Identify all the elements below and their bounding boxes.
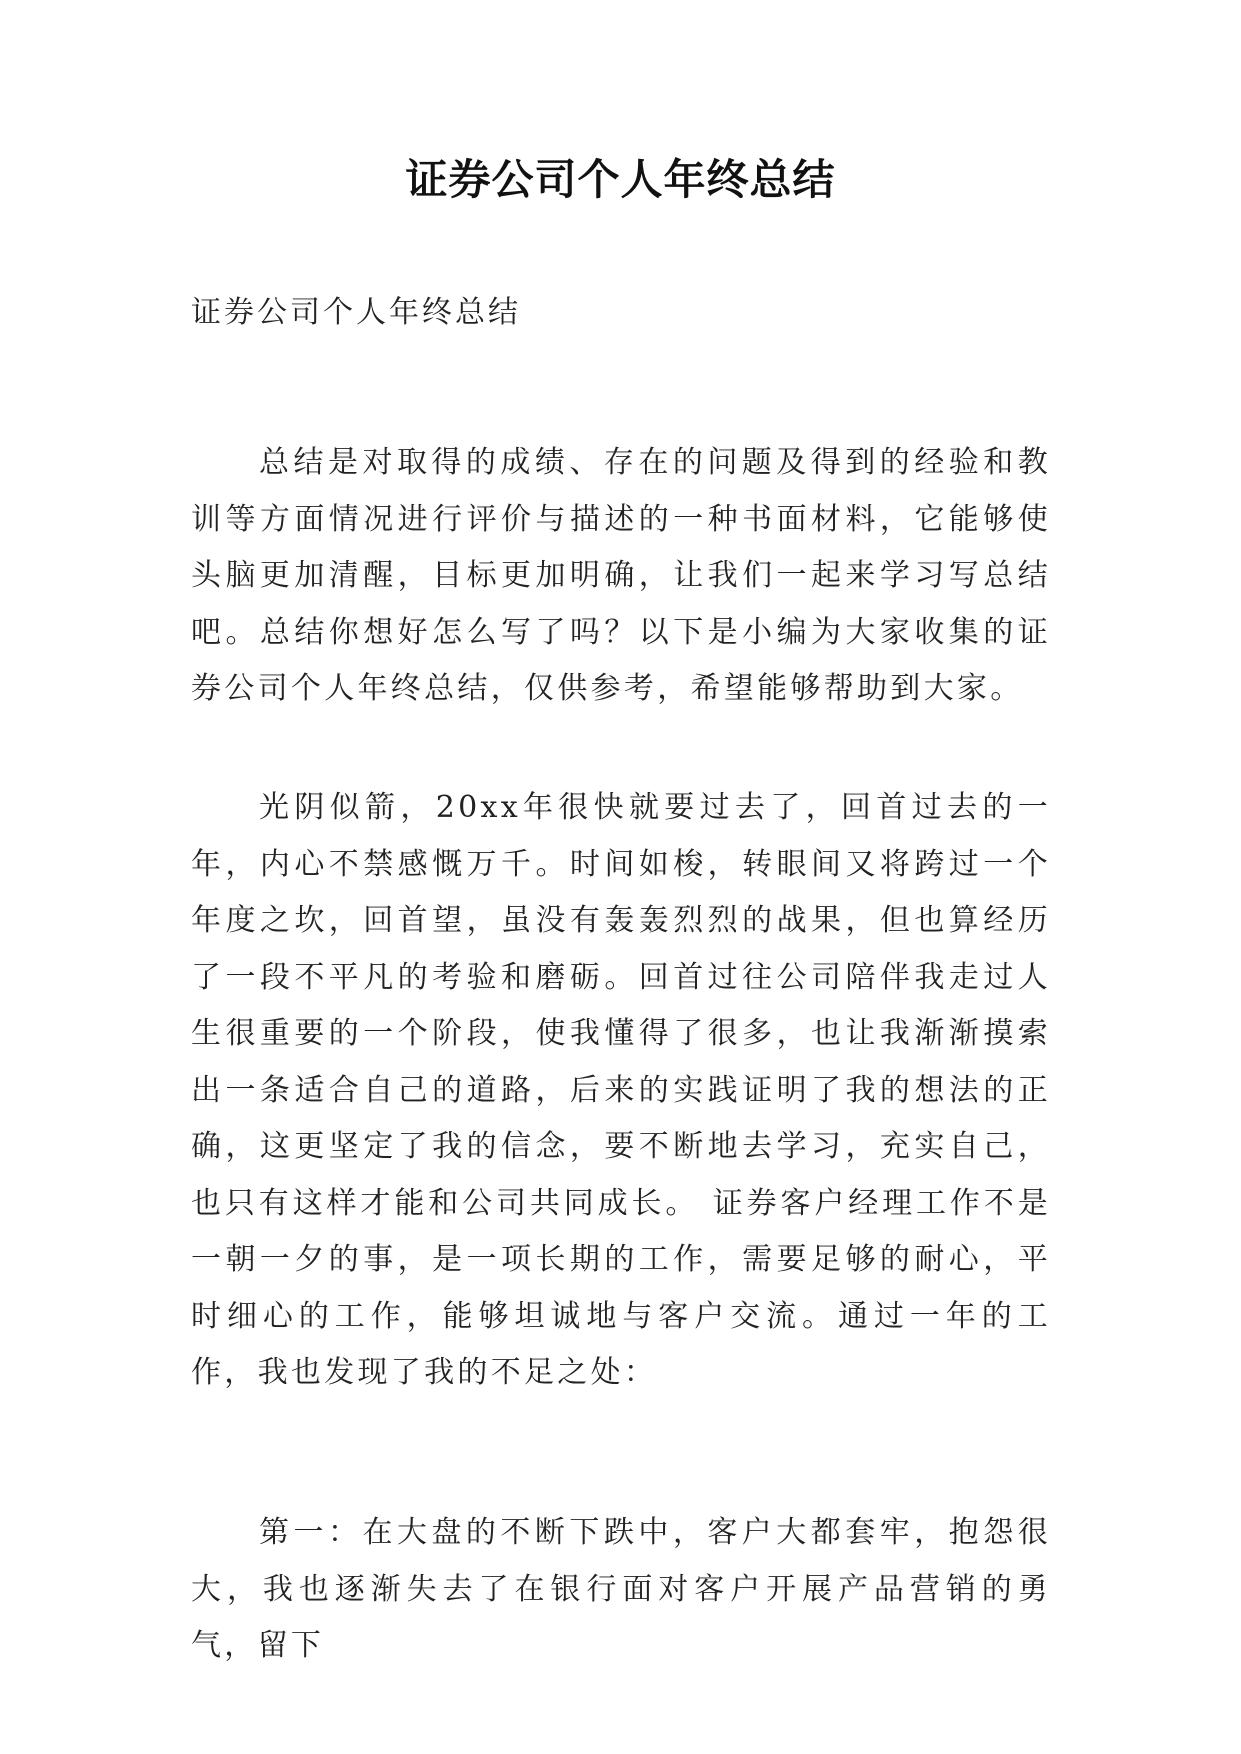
paragraph-intro: 总结是对取得的成绩、存在的问题及得到的经验和教训等方面情况进行评价与描述的一种书面材料，它能够使头脑更加清醒，目标更加明确，让我们一起来学习写总结吧。总结你想好怎么写了吗？以下是小编为大家收集的证券公司个人年终总结，仅供参考，希望能够帮助到大家。 (191, 445, 1051, 706)
document-title: 证券公司个人年终总结 (405, 155, 836, 204)
document-subtitle: 证券公司个人年终总结 (191, 295, 521, 330)
paragraph-first-point: 第一：在大盘的不断下跌中，客户大都套牢，抱怨很大，我也逐渐失去了在银行面对客户开展产品营销的勇气，留下 (191, 1515, 1051, 1663)
paragraph-review: 光阴似箭，20xx年很快就要过去了，回首过去的一年，内心不禁感慨万千。时间如梭，转眼间又将跨过一个年度之坎，回首望，虽没有轰轰烈烈的战果，但也算经历了一段不平凡的考验和磨砺。回首过往公司陪伴我走过人生很重要的一个阶段，使我懂得了很多，也让我渐渐摸索出一条适合自己的道路，后来的实践证明了我的想法的正确，这更坚定了我的信念，要不断地去学习，充实自己，也只有这样才能和公司共同成长。 证券客户经理工作不是一朝一夕的事，是一项长期的工作，需要足够的耐心，平时细心的工作，能够坦诚地与客户交流。通过一年的工作，我也发现了我的不足之处： (191, 790, 1051, 1390)
